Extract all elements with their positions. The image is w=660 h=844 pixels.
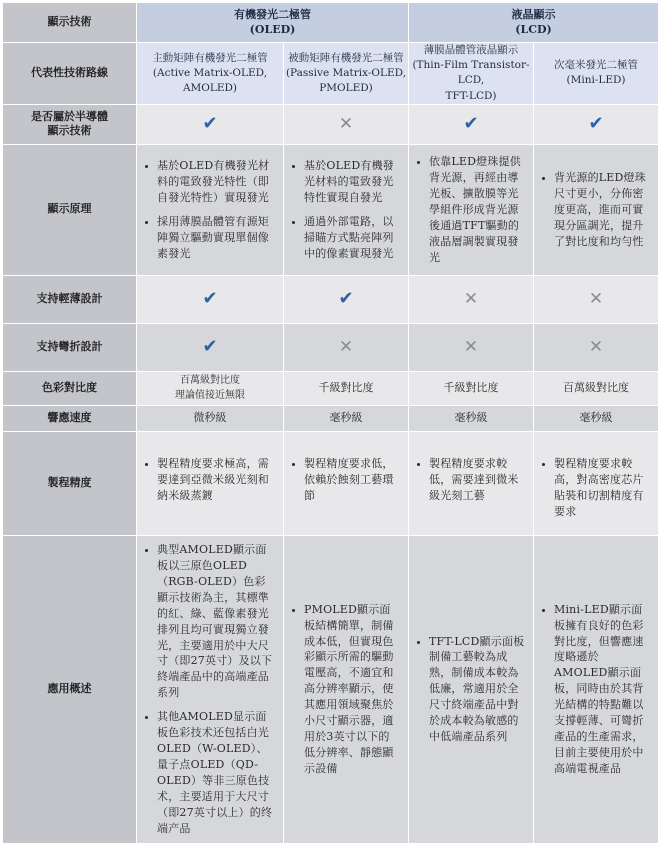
application-tft bbox=[409, 535, 534, 843]
precision-tft bbox=[409, 431, 534, 535]
principle-label: 顯示原理 bbox=[3, 144, 137, 275]
precision-miniled bbox=[534, 431, 659, 535]
contrast-tft: 千級對比度 bbox=[409, 371, 534, 405]
application-miniled bbox=[534, 535, 659, 843]
principle-miniled bbox=[534, 144, 659, 275]
contrast-row bbox=[3, 371, 659, 405]
response-row bbox=[3, 405, 659, 431]
precision-pmoled bbox=[284, 431, 409, 535]
check-icon: ✔ bbox=[202, 113, 218, 135]
principle-row bbox=[3, 144, 659, 275]
header-oled-title: 有機發光二極管 bbox=[234, 7, 311, 21]
bullet-item: • 基於OLED有機發光材料的電致發光特性（即自發光特性）實現發光 bbox=[157, 158, 275, 206]
contrast-amoled: 百萬級對比度 理論值接近無限 bbox=[137, 371, 284, 405]
header-lcd-sub: (LCD) bbox=[515, 22, 552, 36]
bullet-item: • 採用薄膜晶體管有源矩陣獨立驅動實現單個像素發光 bbox=[157, 214, 275, 262]
bullet-item: • 製程精度要求低，依賴於蝕刻工藝環節 bbox=[304, 456, 400, 504]
bullet-item: • 通過外部電路，以掃瞄方式點亮陣列中的像素實現發光 bbox=[304, 214, 400, 262]
tech-route-row bbox=[3, 43, 659, 105]
flex-amoled bbox=[137, 323, 284, 371]
thin-tft bbox=[409, 275, 534, 323]
cross-icon: ✕ bbox=[588, 337, 604, 358]
header-lcd-title: 液晶顯示 bbox=[511, 7, 556, 21]
bullet-item: • 製程精度要求較低，需要達到微米級光刻工藝 bbox=[429, 456, 525, 504]
semiconductor-amoled bbox=[137, 104, 284, 144]
thin-miniled bbox=[534, 275, 659, 323]
response-label: 響應速度 bbox=[3, 405, 137, 431]
thin-label: 支持輕薄設計 bbox=[3, 275, 137, 323]
semiconductor-tft bbox=[409, 104, 534, 144]
header-lcd bbox=[409, 3, 659, 43]
bullet-item: • 基於OLED有機發光材料的電致發光特性實現自發光 bbox=[304, 158, 400, 206]
thin-design-row bbox=[3, 275, 659, 323]
thin-pmoled bbox=[284, 275, 409, 323]
bullet-list bbox=[542, 602, 650, 777]
bullet-item: • 背光源的LED燈珠尺寸更小，分佈密度更高，進而可實現分區調光，提升了對比度和均勻性 bbox=[554, 170, 650, 250]
comparison-table-wrapper bbox=[2, 2, 658, 844]
semiconductor-row bbox=[3, 104, 659, 144]
contrast-pmoled: 千級對比度 bbox=[284, 371, 409, 405]
bullet-item: • 依靠LED燈珠提供背光源，再經由導光板、擴散膜等光學組件形成背光源後通過TFT驅動的液晶層調製實現發光 bbox=[429, 154, 525, 266]
bullet-list bbox=[292, 602, 400, 777]
bullet-item: • 其他AMOLED显示面板色彩技术还包括白光OLED（W-OLED）、量子点OLED（QD-OLED）等非三原色技术，主要适用于大尺寸（即27英寸以上）的终端产品 bbox=[157, 709, 275, 837]
bullet-item: • 典型AMOLED顯示面板以三原色OLED（RGB-OLED）色彩顯示技術為主，其標準的紅、綠、藍像素發光排列且均可實現獨立發光，主要適用於中大尺寸（即27英寸）及以下終端產品中的高端產品系列 bbox=[157, 542, 275, 701]
application-pmoled bbox=[284, 535, 409, 843]
bullet-list bbox=[145, 158, 275, 262]
application-amoled bbox=[137, 535, 284, 843]
cross-icon: ✕ bbox=[463, 289, 479, 310]
cross-icon: ✕ bbox=[463, 337, 479, 358]
flex-miniled bbox=[534, 323, 659, 371]
bullet-list bbox=[292, 158, 400, 262]
application-label: 應用概述 bbox=[3, 535, 137, 843]
application-row bbox=[3, 535, 659, 843]
bullet-list bbox=[145, 456, 275, 504]
precision-row bbox=[3, 431, 659, 535]
principle-pmoled bbox=[284, 144, 409, 275]
check-icon: ✔ bbox=[202, 336, 218, 358]
tech-pmoled: 被動矩陣有機發光二極管 (Passive Matrix-OLED, PMOLED) bbox=[284, 43, 409, 105]
semiconductor-label: 是否屬於半導體 顯示技術 bbox=[3, 104, 137, 144]
header-oled-sub: (OLED) bbox=[249, 22, 296, 36]
header-display-tech: 顯示技術 bbox=[3, 3, 137, 43]
flex-tft bbox=[409, 323, 534, 371]
bullet-list bbox=[542, 170, 650, 250]
semiconductor-miniled bbox=[534, 104, 659, 144]
response-amoled: 微秒級 bbox=[137, 405, 284, 431]
flex-pmoled bbox=[284, 323, 409, 371]
check-icon: ✔ bbox=[202, 288, 218, 310]
cross-icon: ✕ bbox=[338, 337, 354, 358]
display-tech-comparison-table bbox=[2, 2, 659, 844]
check-icon: ✔ bbox=[463, 113, 479, 135]
bullet-list bbox=[417, 456, 525, 504]
bullet-item: • 製程精度要求較高，對高密度芯片貼裝和切割精度有要求 bbox=[554, 456, 650, 520]
response-miniled: 毫秒級 bbox=[534, 405, 659, 431]
principle-amoled bbox=[137, 144, 284, 275]
bullet-item: • TFT-LCD顯示面板制備工藝較為成熟，制備成本較為低廉，常適用於全尺寸終端產品中對於成本較為敏感的中低端產品系列 bbox=[429, 634, 525, 746]
bullet-list bbox=[542, 456, 650, 520]
bullet-list bbox=[292, 456, 400, 504]
header-oled bbox=[137, 3, 409, 43]
response-pmoled: 毫秒級 bbox=[284, 405, 409, 431]
semiconductor-pmoled bbox=[284, 104, 409, 144]
tech-miniled: 次毫米發光二極管 (Mini-LED) bbox=[534, 43, 659, 105]
principle-tft bbox=[409, 144, 534, 275]
contrast-label: 色彩對比度 bbox=[3, 371, 137, 405]
bullet-item: • PMOLED顯示面板結構簡單，制備成本低，但實現色彩顯示所需的驅動電壓高，不適宜和高分辨率顯示，使其應用領域聚焦於小尺寸顯示器，適用於3英寸以下的低分辨率、靜態顯示設備 bbox=[304, 602, 400, 777]
contrast-miniled: 百萬級對比度 bbox=[534, 371, 659, 405]
header-row bbox=[3, 3, 659, 43]
response-tft: 毫秒級 bbox=[409, 405, 534, 431]
cross-icon: ✕ bbox=[588, 289, 604, 310]
bullet-list bbox=[417, 634, 525, 746]
bullet-list bbox=[145, 542, 275, 837]
bullet-list bbox=[417, 154, 525, 266]
flex-label: 支持彎折設計 bbox=[3, 323, 137, 371]
check-icon: ✔ bbox=[588, 113, 604, 135]
flex-design-row bbox=[3, 323, 659, 371]
cross-icon: ✕ bbox=[338, 114, 354, 135]
tech-route-label: 代表性技術路線 bbox=[3, 43, 137, 105]
tech-tft: 薄膜晶體管液晶顯示 (Thin-Film Transistor-LCD, TFT-LCD) bbox=[409, 43, 534, 105]
bullet-item: • Mini-LED顯示面板擁有良好的色彩對比度，但響應速度略遜於AMOLED顯示面板，同時由於其背光結構的特點難以支撐輕薄、可彎折產品的生產需求，目前主要使用於中高端電視產品 bbox=[554, 602, 650, 777]
bullet-item: • 製程精度要求極高，需要達到亞微米級光刻和納米級蒸鍍 bbox=[157, 456, 275, 504]
check-icon: ✔ bbox=[338, 288, 354, 310]
thin-amoled bbox=[137, 275, 284, 323]
tech-amoled: 主動矩陣有機發光二極管 (Active Matrix-OLED, AMOLED) bbox=[137, 43, 284, 105]
precision-label: 製程精度 bbox=[3, 431, 137, 535]
precision-amoled bbox=[137, 431, 284, 535]
